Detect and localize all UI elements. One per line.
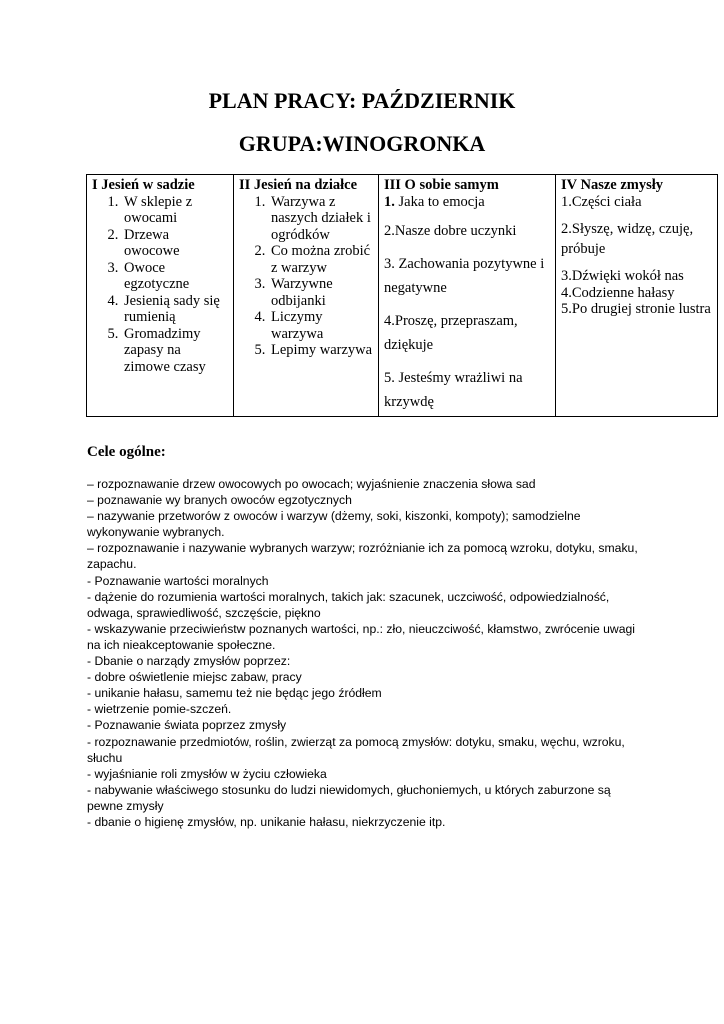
week-1-heading: I Jesień w sadzie	[92, 177, 195, 193]
goal-line: - wyjaśnianie roli zmysłów w życiu człowieka	[87, 766, 327, 781]
goal-line: - rozpoznawanie przedmiotów, roślin, zwierząt za pomocą zmysłów: dotyku, smaku, węchu, wzroku, słuchu	[87, 734, 625, 765]
goal-line: – rozpoznawanie drzew owocowych po owocach; wyjaśnienie znaczenia słowa sad	[87, 477, 536, 491]
list-item: 5. Lepimy warzywa	[269, 342, 373, 359]
week-1-list	[92, 194, 228, 376]
list-item: 4.Proszę, przepraszam, dziękuje	[384, 313, 518, 353]
goals-list	[87, 476, 647, 830]
list-item: 4. Liczymy warzywa	[269, 309, 373, 342]
goal-line: – nazywanie przetworów z owoców i warzyw (dżemy, soki, kiszonki, kompoty); samodzielne wykonywanie wybranych.	[87, 509, 581, 540]
list-item: 2. Co można zrobić z warzyw	[269, 243, 373, 276]
list-item: 3. Warzywne odbijanki	[269, 276, 373, 309]
goal-line: - Dbanie o narządy zmysłów poprzez:	[87, 654, 291, 669]
goal-line: - wietrzenie pomie-szczeń.	[87, 702, 232, 717]
week-4-heading: IV Nasze zmysły	[561, 177, 664, 193]
week-1-cell	[87, 175, 234, 417]
goal-line: - dążenie do rozumienia wartości moralnych, takich jak: szacunek, uczciwość, odpowiedzialność, odwaga, sprawiedliwość, szczęście, piękno	[87, 589, 610, 620]
goal-line: - Poznawanie wartości moralnych	[87, 573, 269, 588]
list-item: 4.Codzienne hałasy	[561, 284, 675, 301]
list-item: 3. Owoce egzotyczne	[122, 260, 228, 293]
list-item: 3. Zachowania pozytywne i negatywne	[384, 256, 545, 296]
list-item: 1.Części ciała	[561, 193, 642, 210]
list-item: 2. Drzewa owocowe	[122, 227, 228, 260]
week-2-list	[239, 194, 373, 359]
week-2-heading: II Jesień na działce	[239, 177, 358, 193]
plan-row	[87, 175, 718, 417]
plan-table	[86, 174, 718, 417]
goal-line: – poznawanie wy branych owoców egzotycznych	[87, 493, 352, 508]
goal-line: – rozpoznawanie i nazywanie wybranych warzyw; rozróżnianie ich za pomocą wzroku, dotyku, smaku, zapachu.	[87, 541, 638, 572]
list-item-text: Jaka to emocja	[394, 193, 485, 210]
goal-line: - dbanie o higienę zmysłów, np. unikanie hałasu, niekrzyczenie itp.	[87, 814, 446, 829]
list-item: 5. Jesteśmy wrażliwi na krzywdę	[384, 370, 523, 410]
list-item: 2.Słyszę, widzę, czuję, próbuje	[561, 221, 694, 257]
goals-heading: Cele ogólne:	[87, 444, 166, 460]
goal-line: - Poznawanie świata poprzez zmysły	[87, 718, 287, 733]
list-item: 4. Jesienią sady się rumienią	[122, 293, 228, 326]
list-item-number: 1.	[384, 193, 395, 210]
week-3-cell	[379, 175, 556, 417]
goal-line: - unikanie hałasu, samemu też nie będąc jego źródłem	[87, 686, 382, 701]
week-2-cell	[234, 175, 379, 417]
list-item: 5. Gromadzimy zapasy na zimowe czasy	[122, 326, 228, 376]
list-item: 3.Dźwięki wokół nas	[561, 268, 684, 284]
goal-line: - wskazywanie przeciwieństw poznanych wartości, np.: zło, nieuczciwość, kłamstwo, zwrócenie uwagi na ich nieakceptowanie społeczne.	[87, 621, 635, 652]
list-item: 1. Warzywa z naszych działek i ogródków	[269, 194, 373, 244]
goal-line: - dobre oświetlenie miejsc zabaw, pracy	[87, 670, 302, 685]
list-item: 1. W sklepie z owocami	[122, 194, 228, 227]
week-4-cell	[556, 175, 718, 417]
list-item: 2.Nasze dobre uczynki	[384, 223, 517, 239]
goal-line: - nabywanie właściwego stosunku do ludzi niewidomych, głuchoniemych, u których zaburzone są pewne zmysły	[87, 782, 611, 813]
list-item	[384, 194, 550, 211]
week-3-heading: III O sobie samym	[384, 177, 499, 193]
page-title: PLAN PRACY: PAŹDZIERNIK	[208, 88, 516, 113]
list-item: 5.Po drugiej stronie lustra	[561, 301, 711, 317]
group-title: GRUPA:WINOGRONKA	[238, 131, 486, 156]
